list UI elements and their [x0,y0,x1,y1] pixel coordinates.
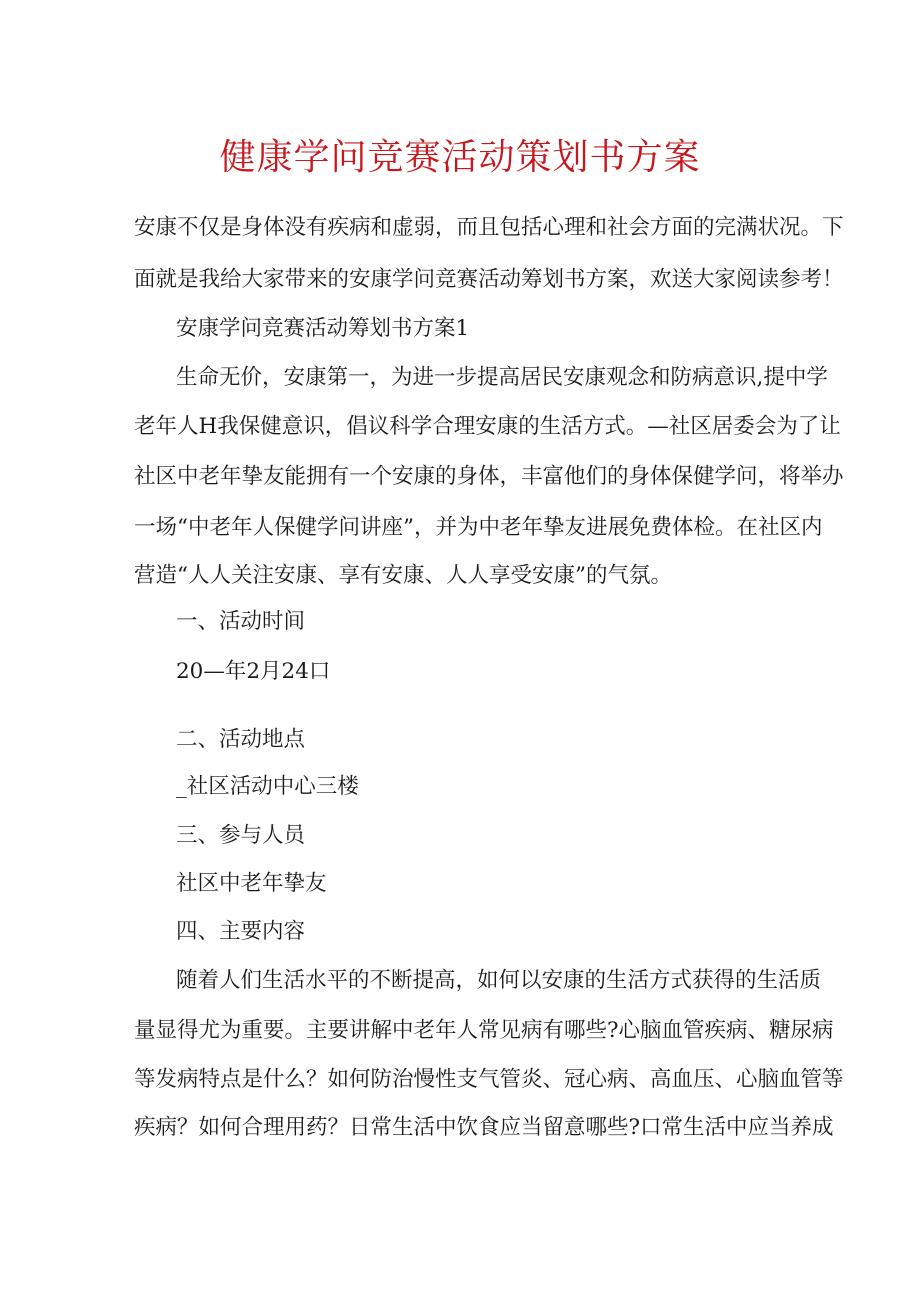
section-value: 20—年2月24口 [176,659,331,684]
paragraph-line: 量显得尤为重要。主要讲解中老年人常见病有哪些?心脑血管疾病、糖尿病 [134,1018,834,1043]
paragraph-line: 随着人们生活水平的不断提高，如何以安康的生活方式获得的生活质 [176,968,822,993]
paragraph-line: 一场“中老年人保健学问讲座”，并为中老年挚友进展免费体检。在社区内 [134,515,823,540]
intro-line: 安康不仅是身体没有疾病和虚弱，而且包括心理和社会方面的完满状况。下 [134,215,844,240]
plan-heading: 安康学问竞赛活动筹划书方案1 [176,316,470,341]
document-title: 健康学问竞赛活动策划书方案 [219,137,701,178]
section-value: 社区中老年挚友 [176,871,327,896]
section-value: _社区活动中心三楼 [176,774,359,799]
section-heading: 三、参与人员 [176,823,306,848]
intro-line: 面就是我给大家带来的安康学问竞赛活动筹划书方案，欢送大家阅读参考！ [134,267,844,292]
paragraph-line: 社区中老年挚友能拥有一个安康的身体，丰富他们的身体保健学问，将举办 [134,464,844,489]
paragraph-line: 老年人H我保健意识，倡议科学合理安康的生活方式。—社区居委会为了让 [134,414,841,439]
section-heading: 一、活动时间 [176,609,306,634]
section-heading: 二、活动地点 [176,727,306,752]
paragraph-line: 疾病？如何合理用药？日常生活中饮食应当留意哪些?口常生活中应当养成 [134,1115,834,1140]
paragraph-line: 生命无价，安康第一，为进一步提高居民安康观念和防病意识,提中学 [176,365,828,390]
paragraph-line: 等发病特点是什么？如何防治慢性支气管炎、冠心病、高血压、心脑血管等 [134,1067,844,1092]
section-heading: 四、主要内容 [176,919,306,944]
paragraph-line: 营造“人人关注安康、享有安康、人人享受安康”的气氛。 [134,563,672,588]
